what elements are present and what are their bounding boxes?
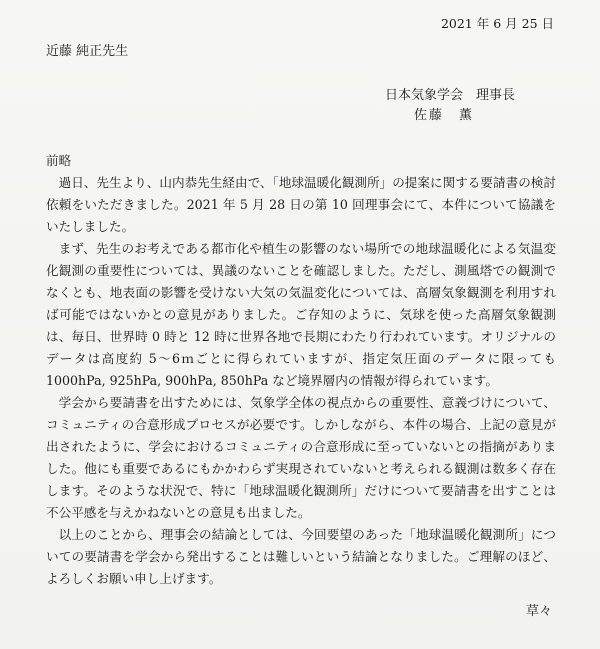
opening-salutation: 前略 — [46, 153, 72, 168]
paragraph-1: 過日、先生より、山内恭先生経由で、「地球温暖化観測所」の提案に関する要請書の検討依頼をいただきました。2021 年 5 月 28 日の第 10 回理事会にて、本件について協議をいたしました。 — [46, 175, 556, 234]
recipient-name: 近藤 純正先生 — [46, 44, 129, 59]
paragraph-3: 学会から要請書を出すためには、気象学全体の視点からの重要性、意義づけについて、コミュニティの合意形成プロセスが必要です。しかしながら、本件の場合、上記の意見が出されたように、学会におけるコミュニティの合意形成に至っていないとの指摘がありました。他にも重要であるにもかかわらず実現されていないと考えられる観測は数多く存在します。そのような状況で、特に「地球温暖化観測所」だけについて要請書を出すことは不公平感を与えかねないとの意見も出ました。 — [46, 395, 556, 520]
paragraph-4: 以上のことから、理事会の結論としては、今回要望のあった「地球温暖化観測所」についての要請書を学会から発出することは難しいという結論となりました。ご理解のほど、よろしくお願い申し上げます。 — [46, 527, 556, 586]
letter-date: 2021 年 6 月 25 日 — [440, 16, 554, 31]
paragraph-2: まず、先生のお考えである都市化や植生の影響のない場所での地球温暖化による気温変化観測の重要性については、異議のないことを確認しました。ただし、測風塔での観測でなくとも、地表面の影響を受けない大気の気温変化については、高層気象観測を利用すれば可能ではないかとの意見がありました。ご存知のように、気球を使った高層気象観測は、毎日、世界時 0 時と 12 時に世界各地で長期にわたり行われています。オリジナルのデータは高度約 5〜6ｍごとに得られていますが、指定気圧面のデータに限っても 1000hPa, 925hPa, 900hPa, 850hPa など境界層内の情報が得られています。 — [46, 241, 556, 388]
sender-organization: 日本気象学会 理事長 — [385, 88, 516, 103]
letter-body — [46, 150, 556, 590]
closing-salutation: 草々 — [525, 604, 552, 619]
sender-name: 佐藤 薫 — [414, 108, 475, 123]
